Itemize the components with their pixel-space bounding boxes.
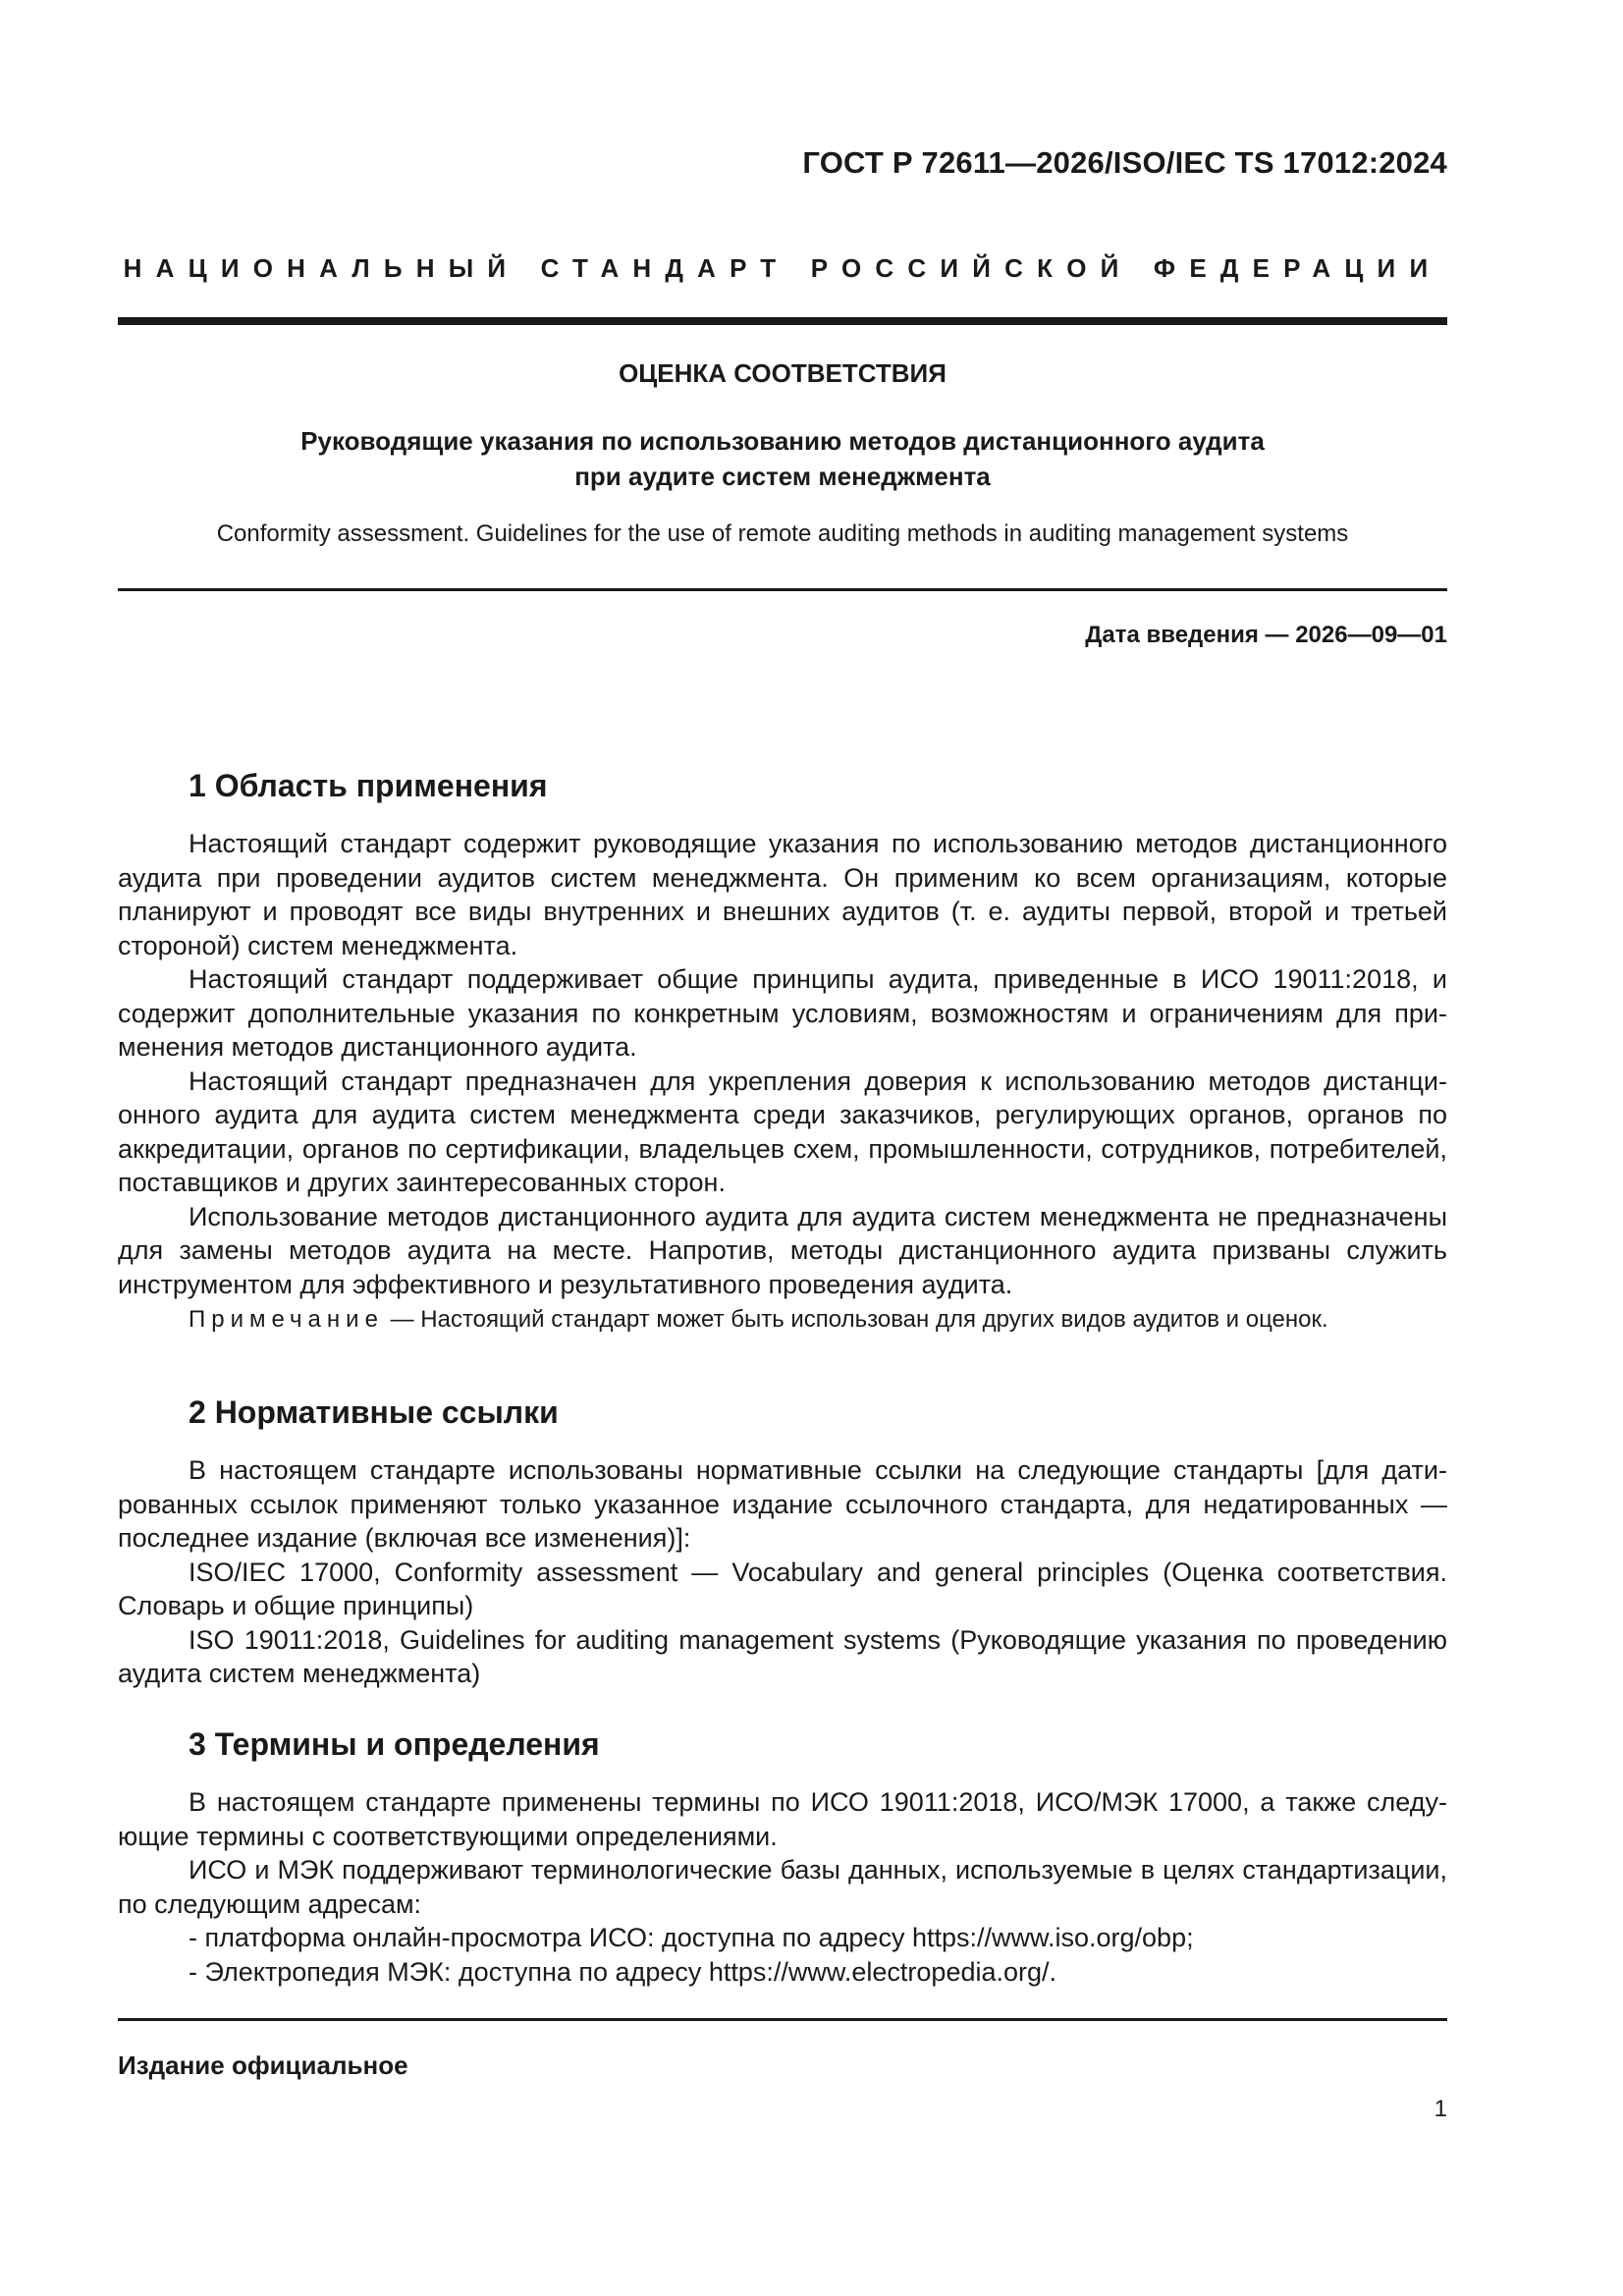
paragraph: ИСО и МЭК поддерживают терминологические базы данных, используемые в целях стандартизации, по следующим адресам:: [118, 1855, 1447, 1919]
english-title: Conformity assessment. Guidelines for the use of remote auditing methods in auditing management systems: [216, 520, 1349, 547]
list-item: - платформа онлайн-просмотра ИСО: доступна по адресу https://www.iso.org/obp;: [189, 1923, 1194, 1952]
document-subtitle: [118, 423, 1447, 494]
paragraph: Настоящий стандарт содержит руководящие указания по использованию методов дистанционного аудита при проведении аудитов систем менеджмента. Он применим ко всем организациям, которые планируют и проводят все виды внутренних и внешних аудитов (т. е. аудиты первой, второй и третьей стороной) систем менеджмента.: [118, 829, 1447, 960]
section-3-heading: 3 Термины и определения: [189, 1726, 600, 1762]
reference-item: ISO/IEC 17000, Conformity assessment — Vocabulary and general principles (Оценка соответствия. Словарь и общие принципы): [118, 1557, 1447, 1620]
paragraph: Использование методов дистанционного аудита для аудита систем менеджмента не предназначены для замены методов аудита на месте. Напротив, методы дистанционного аудита призваны служить инструментом для эффективного и результативного проведения аудита.: [118, 1201, 1447, 1299]
section-2-body: [118, 1453, 1447, 1691]
paragraph: Настоящий стандарт предназначен для укрепления доверия к использованию методов дистанционного аудита для аудита систем менеджмента среди заказчиков, регулирующих органов, органов по аккредитации, органов по сертификации, владельцев схем, промышленности, сотрудников, потребителей, поставщиков и других заинтересованных сторон.: [118, 1066, 1447, 1197]
note-text: — Настоящий стандарт может быть использован для других видов аудитов и оценок.: [383, 1306, 1328, 1333]
terminology-database-list: [189, 1921, 1447, 1989]
document-title: ОЦЕНКА СООТВЕТСТВИЯ: [619, 358, 947, 388]
standard-designation: ГОСТ Р 72611—2026/ISO/IEC TS 17012:2024: [802, 145, 1447, 180]
official-edition-label: Издание официальное: [118, 2050, 408, 2080]
section-1-heading: 1 Область применения: [189, 768, 548, 803]
subtitle-line-1: Руководящие указания по использованию методов дистанционного аудита: [300, 426, 1265, 456]
section-2-heading: 2 Нормативные ссылки: [189, 1394, 559, 1430]
section-1-body: [118, 827, 1447, 1301]
paragraph: В настоящем стандарте использованы нормативные ссылки на следующие стандарты [для датированных ссылок применяют только указанное издание ссылочного стандарта, для недатированных — последнее издание (включая все изменения)]:: [118, 1455, 1447, 1553]
footer-divider: [118, 2018, 1447, 2021]
note-label: Примечание: [189, 1306, 384, 1333]
title-divider: [118, 588, 1447, 591]
page-number: 1: [1434, 2096, 1447, 2122]
section-3-body: [118, 1785, 1447, 1921]
paragraph: Настоящий стандарт поддерживает общие принципы аудита, приведенные в ИСО 19011:2018, и содержит дополнительные указания по конкретным условиям, возможностям и ограничениям для применения методов дистанционного аудита.: [118, 964, 1447, 1062]
paragraph: В настоящем стандарте применены термины по ИСО 19011:2018, ИСО/МЭК 17000, а также следующие термины с соответствующими определениями.: [118, 1787, 1447, 1851]
national-standard-banner: НАЦИОНАЛЬНЫЙ СТАНДАРТ РОССИЙСКОЙ ФЕДЕРАЦИИ: [123, 253, 1442, 283]
reference-item: ISO 19011:2018, Guidelines for auditing management systems (Руководящие указания по проведению аудита систем менеджмента): [118, 1624, 1447, 1688]
subtitle-line-2: при аудите систем менеджмента: [574, 462, 991, 491]
section-1-note: [189, 1306, 1447, 1334]
introduction-date: Дата введения — 2026—09—01: [1085, 622, 1447, 648]
header-thick-rule: [118, 317, 1447, 325]
list-item: - Электропедия МЭК: доступна по адресу https://www.electropedia.org/.: [189, 1956, 1057, 1987]
